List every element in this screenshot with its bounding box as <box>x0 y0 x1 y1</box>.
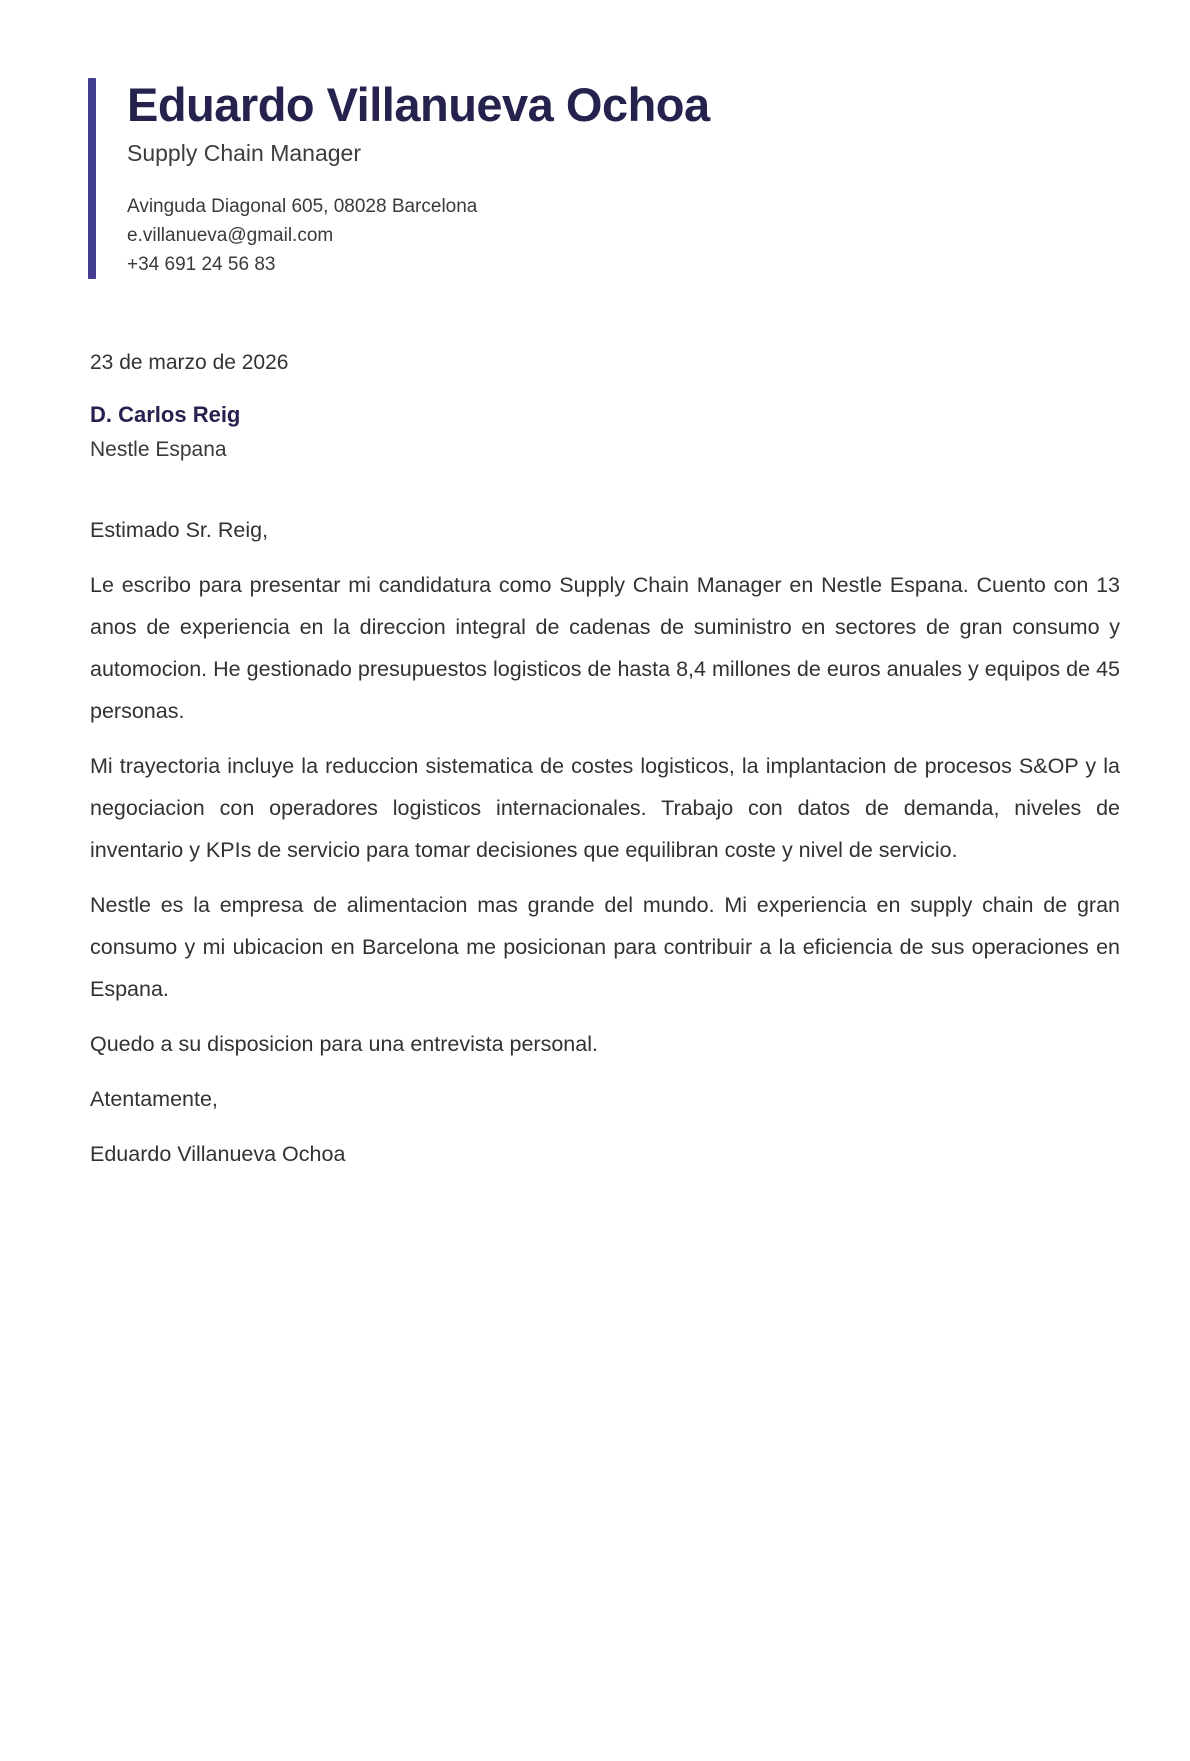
letter-content <box>90 351 1120 1175</box>
letter-body <box>90 509 1120 1175</box>
job-title: Supply Chain Manager <box>127 140 361 167</box>
contact-email: e.villanueva@gmail.com <box>127 224 334 246</box>
contact-phone: +34 691 24 56 83 <box>127 253 276 275</box>
availability-line: Quedo a su disposicion para una entrevista personal. <box>90 1031 598 1056</box>
letter-date: 23 de marzo de 2026 <box>90 350 289 374</box>
recipient-name: D. Carlos Reig <box>90 401 241 427</box>
body-paragraph-3: Nestle es la empresa de alimentacion mas grande del mundo. Mi experiencia en supply chain de gran consumo y mi ubicacion en Barcelona me posicionan para contribuir a la eficiencia de sus operaciones en Espana. <box>90 892 1120 1001</box>
contact-block <box>127 192 710 279</box>
contact-address: Avinguda Diagonal 605, 08028 Barcelona <box>127 195 478 217</box>
header-text <box>96 78 710 279</box>
signature-name: Eduardo Villanueva Ochoa <box>90 1141 346 1166</box>
greeting-line: Estimado Sr. Reig, <box>90 517 269 542</box>
cover-letter-page <box>0 78 1190 1761</box>
letter-header <box>88 78 1120 279</box>
recipient-company: Nestle Espana <box>90 437 227 461</box>
valediction-line: Atentamente, <box>90 1086 218 1111</box>
recipient-block <box>90 402 1120 462</box>
accent-bar <box>88 78 96 279</box>
body-paragraph-2: Mi trayectoria incluye la reduccion sistematica de costes logisticos, la implantacion de procesos S&OP y la negociacion con operadores logisticos internacionales. Trabajo con datos de demanda, niveles de inventario y KPIs de servicio para tomar decisiones que equilibran coste y nivel de servicio. <box>90 753 1120 862</box>
applicant-name: Eduardo Villanueva Ochoa <box>127 78 710 131</box>
body-paragraph-1: Le escribo para presentar mi candidatura como Supply Chain Manager en Nestle Espana. Cuento con 13 anos de experiencia en la direccion integral de cadenas de suministro en sectores de gran consumo y automocion. He gestionado presupuestos logisticos de hasta 8,4 millones de euros anuales y equipos de 45 personas. <box>90 572 1120 723</box>
